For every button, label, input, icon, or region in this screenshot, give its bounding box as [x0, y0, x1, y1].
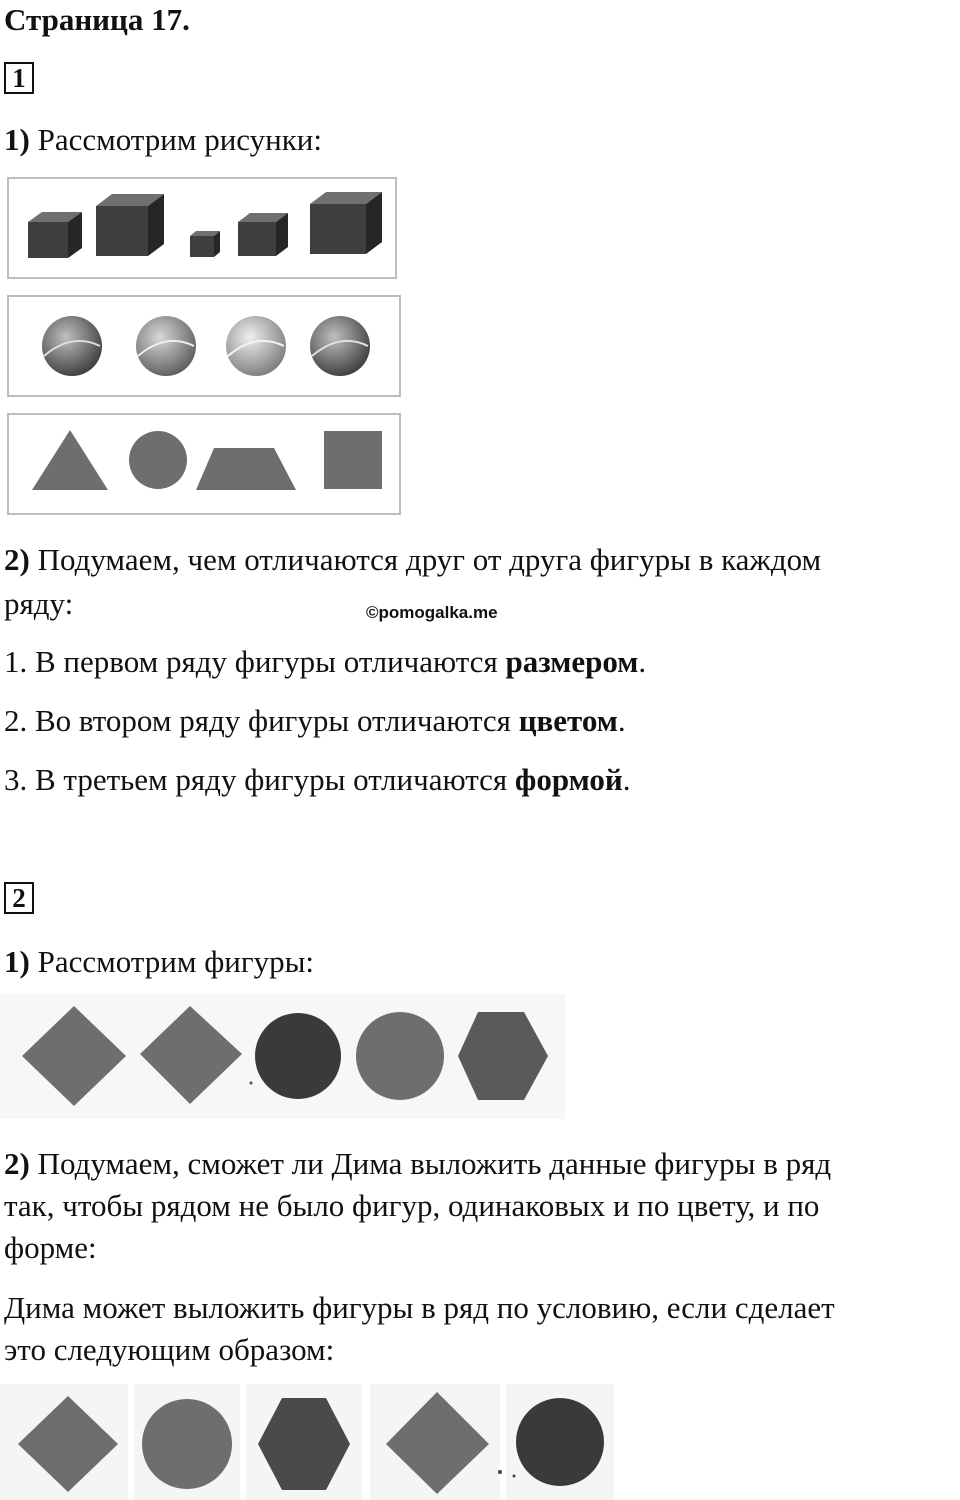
step-number: 2)	[4, 542, 30, 577]
answer-keyword: формой	[514, 762, 623, 797]
step-text: Рассмотрим фигуры:	[29, 944, 315, 979]
task2-step2-line1	[4, 1144, 831, 1184]
circle-icon	[516, 1398, 604, 1486]
cube-icon	[28, 212, 82, 258]
square-icon	[324, 431, 382, 489]
step-number: 1)	[4, 122, 30, 157]
watermark: ©pomogalka.me	[366, 603, 498, 622]
step-number: 2)	[4, 1146, 30, 1181]
answer-suffix: .	[617, 703, 626, 738]
figure-rows-illustration	[0, 170, 410, 530]
answer-suffix: .	[638, 644, 647, 679]
conclusion-line1: Дима может выложить фигуры в ряд по условию, если сделает	[4, 1290, 835, 1325]
cube-icon	[190, 231, 220, 257]
panel-balls	[8, 296, 400, 396]
task2-step2-line2: так, чтобы рядом не было фигур, одинаковых и по цвету, и по	[4, 1188, 820, 1223]
panel-flat-shapes	[8, 414, 400, 514]
answer-1	[4, 642, 646, 682]
answer-3	[4, 760, 630, 800]
circle-icon	[255, 1013, 341, 1099]
circle-icon	[129, 431, 187, 489]
cube-icon	[96, 194, 164, 256]
conclusion-line2: это следующим образом:	[4, 1332, 335, 1367]
task1-step2-line2: ряду:	[4, 586, 74, 621]
task-number-1: 1	[4, 62, 34, 94]
circle-icon	[142, 1399, 232, 1489]
answer-suffix: .	[622, 762, 631, 797]
ball-icon	[42, 316, 102, 376]
task1-step2-line1	[4, 540, 821, 580]
ball-icon	[136, 316, 196, 376]
cube-icon	[310, 192, 382, 254]
answer-text: 1. В первом ряду фигуры отличаются	[4, 644, 506, 679]
task1-step1	[4, 120, 322, 160]
task2-step2-line3: форме:	[4, 1230, 97, 1265]
step-text: Подумаем, чем отличаются друг от друга фигуры в каждом	[29, 542, 822, 577]
task2-step1	[4, 942, 314, 982]
answer-text: 2. Во втором ряду фигуры отличаются	[4, 703, 519, 738]
ball-icon	[226, 316, 286, 376]
step-number: 1)	[4, 944, 30, 979]
arranged-shapes-illustration	[0, 1384, 620, 1500]
task-number-2: 2	[4, 882, 34, 914]
ball-icon	[310, 316, 370, 376]
step-text: Рассмотрим рисунки:	[29, 122, 322, 157]
panel-cubes	[8, 178, 396, 278]
given-shapes-illustration	[0, 994, 565, 1119]
answer-keyword: размером	[505, 644, 639, 679]
answer-keyword: цветом	[518, 703, 618, 738]
step-text: Подумаем, сможет ли Дима выложить данные фигуры в ряд	[29, 1146, 832, 1181]
circle-icon	[356, 1012, 444, 1100]
page-title: Страница 17.	[4, 2, 190, 37]
answer-text: 3. В третьем ряду фигуры отличаются	[4, 762, 515, 797]
answer-2	[4, 701, 626, 741]
cube-icon	[238, 213, 288, 256]
